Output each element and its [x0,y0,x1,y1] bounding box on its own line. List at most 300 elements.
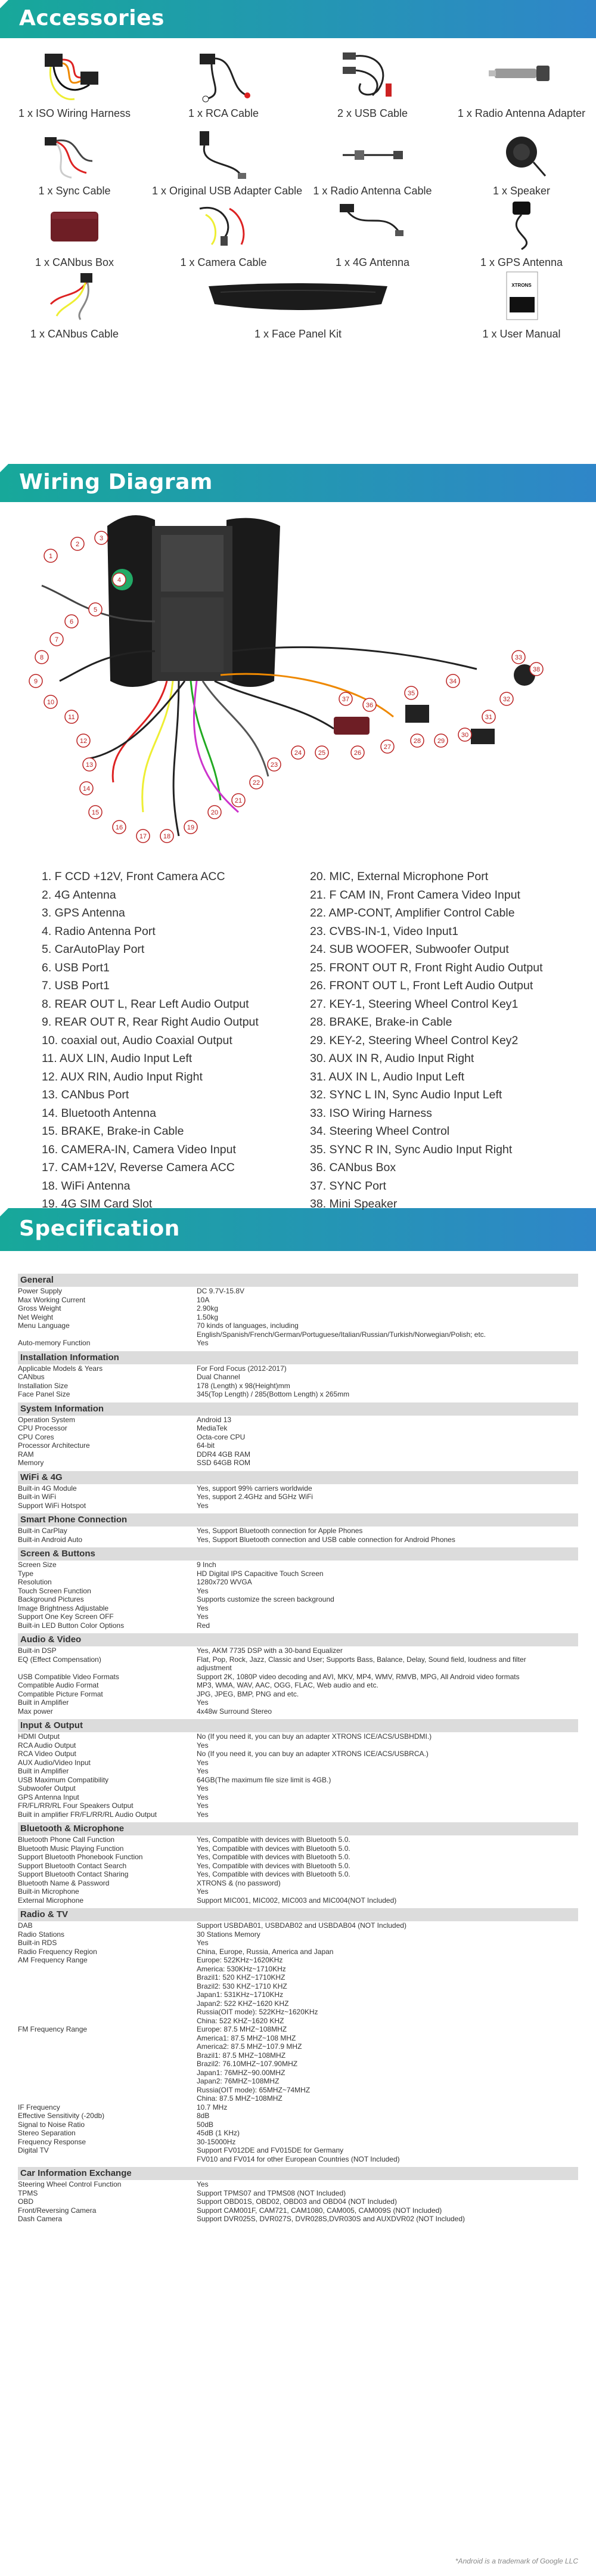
callout-number: 23 [270,761,278,769]
accessory-label: 1 x ISO Wiring Harness [18,107,131,119]
spec-value: Yes [197,1767,209,1775]
spec-row [18,1673,578,1682]
spec-value: 345(Top Length) / 285(Bottom Length) x 265mm [197,1390,350,1398]
spec-row [18,1569,578,1578]
accessory-label: 1 x 4G Antenna [335,256,410,268]
spec-row [18,2197,578,2206]
accessory-item [3,48,146,119]
spec-value: Flat, Pop, Rock, Jazz, Classic and User; Supports Bass, Balance, Delay, Sound field, loudness and filter adjustment [197,1655,526,1672]
callout-number: 8 [39,654,44,661]
spec-key: Built-in LED Button Color Options [18,1621,125,1630]
callout-number: 30 [461,732,469,739]
sync-port-figure [471,729,495,744]
spec-value: No (If you need it, you can buy an adapter XTRONS ICE/ACS/USBHDMI.) [197,1732,432,1741]
spec-row [18,1433,578,1442]
spec-row [18,1450,578,1459]
spec-value: Yes, Support Bluetooth connection and USB cable connection for Android Phones [197,1535,455,1544]
callout-number: 31 [485,714,493,721]
sync-cable-icon [39,125,110,182]
spec-key: Stereo Separation [18,2129,76,2137]
spec-value: 10A [197,1295,210,1304]
spec-key: HDMI Output [18,1732,60,1741]
spec-value: Support TPMS07 and TPMS08 (NOT Included) [197,2188,346,2197]
callout-number: 14 [82,785,91,792]
wiring-diagram [0,502,596,872]
spec-value: 1.50kg [197,1312,219,1321]
spec-row [18,1896,578,1905]
spec-key: Background Pictures [18,1595,84,1603]
spec-key: Bluetooth Phone Call Function [18,1835,115,1844]
spec-key: USB Compatible Video Formats [18,1672,119,1681]
head-unit-right-bracket [226,518,280,687]
spec-row [18,2146,578,2163]
accessory-item [450,125,593,197]
spec-key: Built in Amplifier [18,1698,69,1707]
specification-table [18,1270,578,2224]
spec-row [18,1501,578,1510]
callout-number: 12 [79,738,88,745]
accessory-label: 1 x CANbus Cable [30,328,119,340]
wiring-legend-item: 35. SYNC R IN, Sync Audio Input Right [310,1143,513,1156]
wiring-legend-item: 18. WiFi Antenna [42,1179,131,1193]
spec-key: GPS Antenna Input [18,1792,79,1801]
callout-number: 19 [187,824,195,831]
spec-value: JPG, JPEG, BMP, PNG and etc. [197,1689,299,1698]
callout-number: 13 [85,761,94,769]
spec-section-header: WiFi & 4G [18,1471,578,1484]
accessory-item [3,268,146,340]
spec-value: Support USBDAB01, USBDAB02 and USBDAB04 (NOT Included) [197,1921,406,1930]
wiring-diagram-figure [0,502,596,872]
spec-value: MP3, WMA, WAV, AAC, OGG, FLAC, Web audio and etc. [197,1681,378,1689]
spec-value: Yes, AKM 7735 DSP with a 30-band Equalizer [197,1646,343,1655]
spec-key: FR/FL/RR/RL Four Speakers Output [18,1801,134,1810]
callout-number: 36 [365,702,374,709]
accessory-item [301,48,444,119]
spec-row [18,1732,578,1741]
spec-key: DAB [18,1921,33,1930]
callout-number: 24 [294,750,302,757]
spec-row [18,1921,578,1930]
spec-key: USB Maximum Compatibility [18,1775,109,1784]
accessory-label: 1 x CANbus Box [35,256,114,268]
spec-key: RCA Audio Output [18,1741,76,1750]
camera-cable-icon [188,197,259,253]
spec-row [18,1948,578,1956]
spec-row [18,1587,578,1596]
accessory-label: 1 x Original USB Adapter Cable [152,185,303,197]
spec-value: Yes, support 2.4GHz and 5GHz WiFi [197,1493,313,1501]
user-manual-icon [486,268,557,325]
wiring-legend-item: 22. AMP-CONT, Amplifier Control Cable [310,906,515,919]
callout-number: 10 [46,699,55,706]
spec-value: DDR4 4GB RAM [197,1450,251,1459]
spec-value: MediaTek [197,1424,228,1432]
wiring-legend-item: 12. AUX RIN, Audio Input Right [42,1070,203,1083]
wiring-legend-left [42,868,259,1213]
wiring-legend-item: 27. KEY-1, Steering Wheel Control Key1 [310,997,519,1011]
spec-key: Compatible Picture Format [18,1689,103,1698]
spec-row [18,1690,578,1699]
spec-value: HD Digital IPS Capacitive Touch Screen [197,1569,324,1578]
spec-row [18,1364,578,1373]
spec-row [18,1390,578,1399]
spec-value: 64-bit [197,1441,215,1450]
accessory-item [301,197,444,268]
spec-value: 2.90kg [197,1304,219,1312]
spec-key: Support Bluetooth Phonebook Function [18,1853,143,1861]
callout-number: 33 [514,654,523,661]
spec-value: China, Europe, Russia, America and Japan [197,1947,334,1956]
spec-row [18,2025,578,2103]
spec-key: Operation System [18,1415,76,1424]
wiring-legend-item: 5. CarAutoPlay Port [42,943,145,956]
accessories-title: Accessories [19,6,164,30]
accessory-item [226,268,370,340]
spec-row [18,1339,578,1348]
wiring-legend-item: 13. CANbus Port [42,1088,129,1101]
accessory-label: 1 x Sync Cable [38,185,111,197]
spec-key: Frequency Response [18,2137,86,2146]
spec-row [18,1930,578,1939]
spec-key: RCA Video Output [18,1750,76,1758]
spec-key: Built-in CarPlay [18,1527,67,1535]
spec-value: 10.7 MHz [197,2103,228,2111]
accessory-label: 2 x USB Cable [337,107,408,119]
spec-row [18,1681,578,1690]
spec-key: TPMS [18,2188,38,2197]
spec-row [18,1595,578,1604]
spec-key: Max Working Current [18,1295,86,1304]
spec-value: Yes, Compatible with devices with Bluetooth 5.0. [197,1853,350,1861]
canbus-cable-icon [39,268,110,325]
wiring-legend-item: 38. Mini Speaker [310,1197,398,1210]
spec-row [18,1741,578,1750]
spec-key: Face Panel Size [18,1390,70,1398]
spec-value: Support MIC001, MIC002, MIC003 and MIC004(NOT Included) [197,1896,397,1905]
spec-value: 4x48w Surround Stereo [197,1707,272,1716]
iso-harness-figure [405,705,429,723]
spec-row [18,1604,578,1613]
spec-value: Yes [197,1501,209,1510]
spec-key: FM Frequency Range [18,2025,88,2033]
spec-row [18,1939,578,1948]
spec-key: Built in amplifier FR/FL/RR/RL Audio Output [18,1810,157,1819]
spec-key: Built-in WiFi [18,1493,57,1501]
spec-row [18,1459,578,1467]
spec-value: Yes [197,1784,209,1792]
spec-row [18,1493,578,1501]
specification-banner [0,1208,596,1251]
accessory-item [3,197,146,268]
spec-row [18,1784,578,1793]
spec-row [18,2138,578,2147]
spec-value: Octa-core CPU [197,1432,246,1441]
accessory-item [152,125,303,197]
spec-key: Dash Camera [18,2215,63,2223]
spec-value: Yes [197,1887,209,1896]
callout-number: 6 [69,618,74,626]
spec-value: Europe: 87.5 MHZ~108MHZ America1: 87.5 MHZ~108 MHZ America2: 87.5 MHZ~107.9 MHZ Brazil1: 87.5 MHZ~108MHZ Brazil2: 76.10MHZ~107.90MHZ Japan1: 76MHZ~90.00MHZ Japan2: 76MHZ~108MHZ Russia(OIT mode): 65MHZ~74MHZ China: 87.5 MHZ~108MHZ [197,2025,311,2103]
spec-key: Applicable Models & Years [18,1364,103,1373]
spec-value: Support OBD01S, OBD02, OBD03 and OBD04 (NOT Included) [197,2197,397,2206]
spec-key: RAM [18,1450,34,1459]
accessories-banner [0,0,596,38]
wiring-legend-item: 20. MIC, External Microphone Port [310,870,489,883]
radio-antenna-cable-icon [337,125,408,182]
accessory-label: 1 x Face Panel Kit [254,328,342,340]
spec-key: Installation Size [18,1381,69,1390]
wiring-legend-item: 33. ISO Wiring Harness [310,1106,432,1120]
spec-key: Support WiFi Hotspot [18,1501,86,1510]
spec-value: For Ford Focus (2012-2017) [197,1364,287,1373]
spec-key: Type [18,1569,34,1578]
iso-harness-icon [39,48,110,104]
spec-row [18,1296,578,1305]
spec-value: XTRONS & (no password) [197,1878,281,1887]
spec-key: Gross Weight [18,1304,61,1312]
spec-key: Image Brightness Adjustable [18,1603,109,1612]
accessory-item [3,125,146,197]
callout-number: 29 [437,738,445,745]
wiring-legend-item: 32. SYNC L IN, Sync Audio Input Left [310,1088,502,1101]
spec-row [18,1853,578,1862]
spec-section-header: Audio & Video [18,1633,578,1646]
callout-number: 25 [318,750,326,757]
spec-key: AM Frequency Range [18,1956,88,1964]
wiring-legend-item: 23. CVBS-IN-1, Video Input1 [310,924,458,938]
spec-value: 8dB [197,2111,210,2120]
spec-row [18,1313,578,1322]
spec-row [18,1416,578,1425]
spec-value: Yes [197,1698,209,1707]
spec-row [18,2206,578,2215]
spec-key: Built-in Android Auto [18,1535,83,1544]
spec-value: Android 13 [197,1415,232,1424]
spec-key: Digital TV [18,2146,49,2154]
callout-number: 26 [353,750,362,757]
callout-number: 21 [234,797,243,804]
gps-antenna-icon [486,197,557,253]
spec-row [18,1287,578,1296]
spec-key: Support Bluetooth Contact Search [18,1861,127,1870]
spec-key: Touch Screen Function [18,1586,91,1595]
wiring-title: Wiring Diagram [19,470,213,494]
spec-key: Support Bluetooth Contact Sharing [18,1870,129,1878]
spec-value: Yes, Compatible with devices with Bluetooth 5.0. [197,1835,350,1844]
spec-row [18,1424,578,1433]
spec-row [18,1655,578,1673]
accessory-item [301,125,444,197]
spec-row [18,1441,578,1450]
wiring-legend-right [310,868,543,1213]
spec-section-header: System Information [18,1402,578,1416]
spec-row [18,1612,578,1621]
spec-value: Support CAM001F, CAM721, CAM1080, CAM005, CAM009S (NOT Included) [197,2206,442,2215]
spec-row [18,1758,578,1767]
head-unit-ports [161,535,224,592]
spec-row [18,1835,578,1844]
wiring-legend-item: 3. GPS Antenna [42,906,125,919]
spec-value: Yes [197,1801,209,1810]
spec-value: 45dB (1 KHz) [197,2129,240,2137]
spec-section-header: General [18,1274,578,1287]
wiring-legend-item: 6. USB Port1 [42,961,110,974]
face-panel-kit-icon [203,268,393,325]
spec-row [18,1801,578,1810]
spec-key: CPU Cores [18,1432,54,1441]
rca-cable-icon [188,48,259,104]
callout-number: 20 [210,809,219,816]
spec-key: OBD [18,2197,34,2206]
spec-row [18,1698,578,1707]
spec-row [18,2120,578,2129]
callout-number: 18 [163,833,171,840]
accessory-label: 1 x Radio Antenna Adapter [457,107,586,119]
wiring-legend-item: 30. AUX IN R, Audio Input Right [310,1052,474,1065]
spec-section-header: Smart Phone Connection [18,1513,578,1527]
spec-key: Effective Sensitivity (-20db) [18,2111,105,2120]
spec-key: Support One Key Screen OFF [18,1612,114,1621]
spec-row [18,1870,578,1879]
spec-value: 9 Inch [197,1561,216,1569]
spec-row [18,1879,578,1888]
accessory-item [450,48,593,119]
specification-title: Specification [19,1216,180,1241]
callout-number: 1 [48,553,53,560]
spec-value: DC 9.7V-15.8V [197,1287,245,1295]
spec-row [18,1646,578,1655]
spec-value: Support 2K, 1080P video decoding and AVI, MKV, MP4, WMV, RMVB, MPG, All Android video formats [197,1672,520,1681]
wiring-legend-item: 36. CANbus Box [310,1161,396,1174]
spec-section-header: Input & Output [18,1719,578,1732]
spec-section-header: Radio & TV [18,1908,578,1921]
wiring-legend-item: 7. USB Port1 [42,979,110,992]
spec-value: 30-15000Hz [197,2137,236,2146]
spec-value: Support DVR025S, DVR027S, DVR028S,DVR030S and AUXDVR02 (NOT Included) [197,2215,465,2223]
wiring-banner [0,464,596,502]
spec-key: External Microphone [18,1896,84,1905]
spec-row [18,1535,578,1544]
spec-key: Built-in Microphone [18,1887,79,1896]
callout-number: 17 [139,833,147,840]
spec-key: Built-in DSP [18,1646,57,1655]
usb-adapter-cable-icon [188,125,259,182]
spec-value: Yes [197,2180,209,2188]
spec-key: Compatible Audio Format [18,1681,99,1689]
spec-section-header: Bluetooth & Microphone [18,1822,578,1835]
4g-antenna-icon [337,197,408,253]
spec-row [18,1844,578,1853]
spec-row [18,2129,578,2138]
wiring-legend-item: 31. AUX IN L, Audio Input Left [310,1070,465,1083]
callout-number: 28 [413,738,421,745]
canbus-box-figure [334,717,370,735]
spec-section-header: Car Information Exchange [18,2167,578,2180]
speaker-icon [486,125,557,182]
wiring-legend-item: 2. 4G Antenna [42,888,116,902]
radio-antenna-adapter-icon [486,48,557,104]
accessory-label: 1 x Speaker [492,185,551,197]
spec-value: Yes, Compatible with devices with Bluetooth 5.0. [197,1861,350,1870]
callout-number: 4 [117,577,122,584]
spec-key: Subwoofer Output [18,1784,76,1792]
accessory-label: 1 x Camera Cable [180,256,267,268]
accessory-label: 1 x GPS Antenna [480,256,563,268]
spec-row [18,1776,578,1785]
spec-key: Processor Architecture [18,1441,90,1450]
manual-brand-text: XTRONS [511,283,532,288]
callout-number: 22 [252,779,260,787]
spec-value: Yes [197,1603,209,1612]
callout-number: 35 [407,690,415,697]
callout-number: 11 [68,714,75,721]
spec-section-header: Installation Information [18,1351,578,1364]
spec-row [18,2103,578,2112]
callout-number: 34 [449,678,457,685]
wiring-legend-item: 9. REAR OUT R, Rear Right Audio Output [42,1015,259,1029]
spec-key: Steering Wheel Control Function [18,2180,122,2188]
accessory-item [152,197,295,268]
wiring-legend-item: 24. SUB WOOFER, Subwoofer Output [310,943,509,956]
spec-value: Yes [197,1586,209,1595]
wiring-legend-item: 11. AUX LIN, Audio Input Left [42,1052,193,1065]
footer-note: *Android is a trademark of Google LLC [455,2557,578,2565]
spec-value: Yes [197,1741,209,1750]
spec-value: 50dB [197,2120,214,2129]
callout-number: 15 [91,809,100,816]
callout-number: 16 [115,824,123,831]
spec-value: 64GB(The maximum file size limit is 4GB.) [197,1775,331,1784]
callout-number: 27 [383,744,392,751]
accessory-label: 1 x User Manual [482,328,561,340]
spec-key: Built in Amplifier [18,1767,69,1775]
callout-number: 5 [93,606,98,614]
callout-number: 2 [75,541,80,548]
spec-row [18,1484,578,1493]
wiring-legend-item: 37. SYNC Port [310,1179,386,1193]
wiring-legend-item: 4. Radio Antenna Port [42,924,156,938]
wiring-legend-item: 10. coaxial out, Audio Coaxial Output [42,1033,232,1047]
spec-row [18,1373,578,1382]
wiring-legend-item: 19. 4G SIM Card Slot [42,1197,153,1210]
spec-key: AUX Audio/Video Input [18,1758,91,1767]
spec-section-header: Screen & Buttons [18,1547,578,1561]
callout-number: 38 [532,666,541,673]
spec-value: 178 (Length) x 98(Height)mm [197,1381,290,1390]
spec-key: Net Weight [18,1312,54,1321]
spec-row [18,1793,578,1802]
spec-row [18,1707,578,1716]
spec-key: Radio Stations [18,1930,65,1939]
wiring-legend-item: 29. KEY-2, Steering Wheel Control Key2 [310,1033,519,1047]
wiring-legend-item: 17. CAM+12V, Reverse Camera ACC [42,1161,235,1174]
spec-key: CPU Processor [18,1424,67,1432]
spec-key: Built-in RDS [18,1939,57,1947]
wiring-legend-item: 28. BRAKE, Brake-in Cable [310,1015,452,1029]
spec-value: Yes, Compatible with devices with Bluetooth 5.0. [197,1870,350,1878]
spec-value: No (If you need it, you can buy an adapter XTRONS ICE/ACS/USBRCA.) [197,1750,429,1758]
spec-value: Yes, Compatible with devices with Bluetooth 5.0. [197,1844,350,1853]
spec-value: Yes [197,1939,209,1947]
spec-value: SSD 64GB ROM [197,1459,251,1467]
spec-row [18,1862,578,1871]
spec-row [18,2215,578,2224]
spec-value: Europe: 522KHz~1620KHz America: 530KHz~1710KHz Brazil1: 520 KHZ~1710KHZ Brazil2: 530 KHZ~1710 KHZ Japan1: 531KHz~1710KHz Japan2: 522 KHZ~1620 KHZ Russia(OIT mode): 522KHz~1620KHz China: 522 KHZ~1620 KHZ [197,1956,318,2025]
accessory-label: 1 x RCA Cable [188,107,259,119]
spec-value: Yes [197,1612,209,1621]
spec-row [18,1887,578,1896]
